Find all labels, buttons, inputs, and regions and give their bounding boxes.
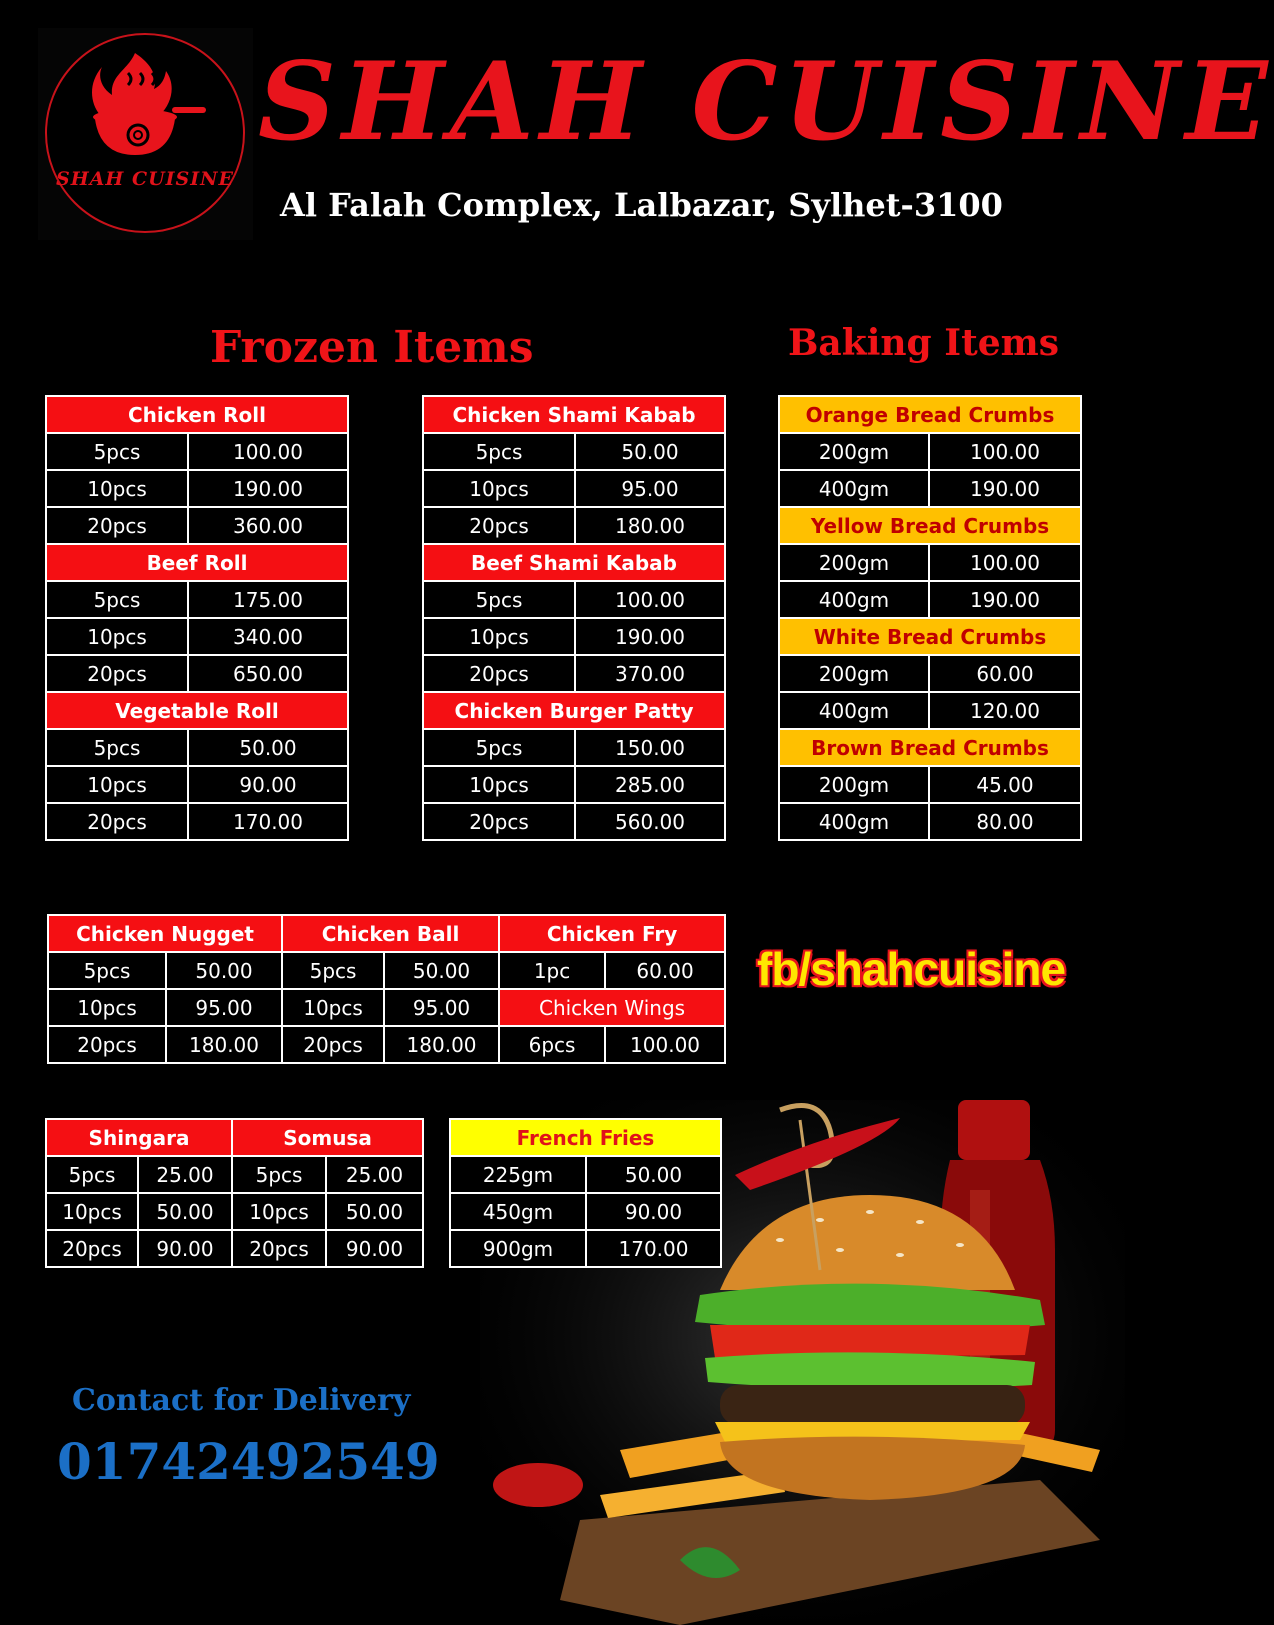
table-row — [779, 803, 1081, 840]
price-cell: 90.00 — [326, 1230, 423, 1267]
qty-cell: 10pcs — [423, 766, 575, 803]
qty-cell: 10pcs — [46, 470, 188, 507]
price-cell: 120.00 — [929, 692, 1081, 729]
qty-cell: 5pcs — [423, 433, 575, 470]
menu-header: Chicken Nugget — [48, 915, 282, 952]
price-cell: 180.00 — [384, 1026, 499, 1063]
qty-cell: 900gm — [450, 1230, 586, 1267]
menu-header: Beef Shami Kabab — [423, 544, 725, 581]
qty-cell: 5pcs — [46, 729, 188, 766]
logo-text: SHAH CUISINE — [55, 168, 235, 190]
qty-cell: 400gm — [779, 581, 929, 618]
price-cell: 340.00 — [188, 618, 348, 655]
qty-cell: 225gm — [450, 1156, 586, 1193]
frozen-items-title: Frozen Items — [210, 322, 534, 373]
table-row — [423, 470, 725, 507]
qty-cell: 200gm — [779, 766, 929, 803]
qty-cell: 1pc — [499, 952, 605, 989]
table-row — [46, 1230, 423, 1267]
price-cell: 95.00 — [575, 470, 725, 507]
qty-cell: 5pcs — [423, 729, 575, 766]
nugget-ball-fry-table — [47, 914, 726, 1064]
address: Al Falah Complex, Lalbazar, Sylhet-3100 — [280, 186, 1003, 224]
table-row — [423, 803, 725, 840]
table-row — [46, 507, 348, 544]
price-cell: 90.00 — [188, 766, 348, 803]
table-row — [46, 803, 348, 840]
qty-cell: 5pcs — [423, 581, 575, 618]
price-cell: 95.00 — [384, 989, 499, 1026]
shingara-somusa-table — [45, 1118, 424, 1268]
menu-header: Beef Roll — [46, 544, 348, 581]
qty-cell: 5pcs — [282, 952, 384, 989]
table-row — [779, 470, 1081, 507]
baking-items-title: Baking Items — [788, 322, 1059, 364]
menu-header: Chicken Burger Patty — [423, 692, 725, 729]
qty-cell: 10pcs — [46, 766, 188, 803]
kabab-menu-table — [422, 395, 726, 841]
price-cell: 50.00 — [166, 952, 282, 989]
qty-cell: 20pcs — [423, 803, 575, 840]
price-cell: 285.00 — [575, 766, 725, 803]
price-cell: 100.00 — [575, 581, 725, 618]
qty-cell: 400gm — [779, 803, 929, 840]
price-cell: 50.00 — [586, 1156, 721, 1193]
price-cell: 190.00 — [929, 581, 1081, 618]
menu-header: Somusa — [232, 1119, 423, 1156]
menu-header: French Fries — [450, 1119, 721, 1156]
price-cell: 50.00 — [575, 433, 725, 470]
qty-cell: 5pcs — [46, 433, 188, 470]
price-cell: 180.00 — [166, 1026, 282, 1063]
menu-header: Yellow Bread Crumbs — [779, 507, 1081, 544]
menu-header: Chicken Wings — [499, 989, 725, 1026]
qty-cell: 10pcs — [46, 618, 188, 655]
qty-cell: 10pcs — [282, 989, 384, 1026]
price-cell: 560.00 — [575, 803, 725, 840]
price-cell: 50.00 — [326, 1193, 423, 1230]
menu-header: Brown Bread Crumbs — [779, 729, 1081, 766]
price-cell: 25.00 — [138, 1156, 232, 1193]
qty-cell: 6pcs — [499, 1026, 605, 1063]
qty-cell: 10pcs — [232, 1193, 326, 1230]
menu-header: Chicken Shami Kabab — [423, 396, 725, 433]
table-row — [779, 766, 1081, 803]
price-cell: 650.00 — [188, 655, 348, 692]
table-row — [48, 1026, 725, 1063]
qty-cell: 5pcs — [46, 1156, 138, 1193]
qty-cell: 20pcs — [423, 655, 575, 692]
qty-cell: 400gm — [779, 470, 929, 507]
qty-cell: 20pcs — [282, 1026, 384, 1063]
qty-cell: 20pcs — [46, 655, 188, 692]
price-cell: 60.00 — [929, 655, 1081, 692]
price-cell: 370.00 — [575, 655, 725, 692]
table-row — [46, 618, 348, 655]
french-fries-table — [449, 1118, 722, 1268]
qty-cell: 10pcs — [423, 618, 575, 655]
price-cell: 150.00 — [575, 729, 725, 766]
price-cell: 100.00 — [929, 433, 1081, 470]
price-cell: 360.00 — [188, 507, 348, 544]
qty-cell: 20pcs — [46, 803, 188, 840]
price-cell: 100.00 — [605, 1026, 725, 1063]
table-row — [48, 989, 725, 1026]
table-row — [423, 507, 725, 544]
qty-cell: 10pcs — [48, 989, 166, 1026]
table-row — [423, 618, 725, 655]
table-row — [450, 1193, 721, 1230]
menu-header: Vegetable Roll — [46, 692, 348, 729]
qty-cell: 450gm — [450, 1193, 586, 1230]
menu-header: Orange Bread Crumbs — [779, 396, 1081, 433]
table-row — [423, 581, 725, 618]
table-row — [779, 655, 1081, 692]
price-cell: 190.00 — [575, 618, 725, 655]
table-row — [423, 766, 725, 803]
qty-cell: 200gm — [779, 655, 929, 692]
table-row — [779, 581, 1081, 618]
table-row — [48, 952, 725, 989]
price-cell: 95.00 — [166, 989, 282, 1026]
qty-cell: 20pcs — [46, 1230, 138, 1267]
price-cell: 170.00 — [188, 803, 348, 840]
price-cell: 180.00 — [575, 507, 725, 544]
qty-cell: 5pcs — [46, 581, 188, 618]
qty-cell: 200gm — [779, 433, 929, 470]
price-cell: 90.00 — [138, 1230, 232, 1267]
menu-header: Chicken Roll — [46, 396, 348, 433]
table-row — [46, 470, 348, 507]
qty-cell: 20pcs — [423, 507, 575, 544]
menu-header: White Bread Crumbs — [779, 618, 1081, 655]
cooking-pot-flame-icon — [80, 45, 210, 165]
table-row — [779, 692, 1081, 729]
qty-cell: 10pcs — [46, 1193, 138, 1230]
price-cell: 100.00 — [929, 544, 1081, 581]
table-row — [450, 1156, 721, 1193]
price-cell: 50.00 — [188, 729, 348, 766]
brand-name: SHAH CUISINE — [258, 39, 1274, 165]
price-cell: 100.00 — [188, 433, 348, 470]
qty-cell: 200gm — [779, 544, 929, 581]
table-row — [46, 1193, 423, 1230]
table-row — [46, 433, 348, 470]
table-row — [423, 433, 725, 470]
price-cell: 190.00 — [929, 470, 1081, 507]
facebook-handle: fb/shahcuisine — [757, 943, 1066, 995]
qty-cell: 20pcs — [48, 1026, 166, 1063]
qty-cell: 400gm — [779, 692, 929, 729]
price-cell: 45.00 — [929, 766, 1081, 803]
table-row — [423, 729, 725, 766]
table-row — [450, 1230, 721, 1267]
menu-header: Chicken Fry — [499, 915, 725, 952]
price-cell: 175.00 — [188, 581, 348, 618]
contact-label: Contact for Delivery — [72, 1383, 411, 1418]
price-cell: 190.00 — [188, 470, 348, 507]
table-row — [46, 729, 348, 766]
price-cell: 50.00 — [384, 952, 499, 989]
qty-cell: 20pcs — [46, 507, 188, 544]
phone-number[interactable]: 01742492549 — [57, 1432, 440, 1491]
menu-header: Chicken Ball — [282, 915, 499, 952]
table-row — [779, 544, 1081, 581]
menu-header: Shingara — [46, 1119, 232, 1156]
roll-menu-table — [45, 395, 349, 841]
bread-crumbs-menu-table — [778, 395, 1082, 841]
table-row — [46, 581, 348, 618]
qty-cell: 10pcs — [423, 470, 575, 507]
price-cell: 170.00 — [586, 1230, 721, 1267]
price-cell: 60.00 — [605, 952, 725, 989]
price-cell: 90.00 — [586, 1193, 721, 1230]
table-row — [46, 766, 348, 803]
qty-cell: 20pcs — [232, 1230, 326, 1267]
table-row — [46, 1156, 423, 1193]
table-row — [779, 433, 1081, 470]
table-row — [46, 655, 348, 692]
price-cell: 25.00 — [326, 1156, 423, 1193]
price-cell: 80.00 — [929, 803, 1081, 840]
qty-cell: 5pcs — [48, 952, 166, 989]
table-row — [423, 655, 725, 692]
qty-cell: 5pcs — [232, 1156, 326, 1193]
price-cell: 50.00 — [138, 1193, 232, 1230]
